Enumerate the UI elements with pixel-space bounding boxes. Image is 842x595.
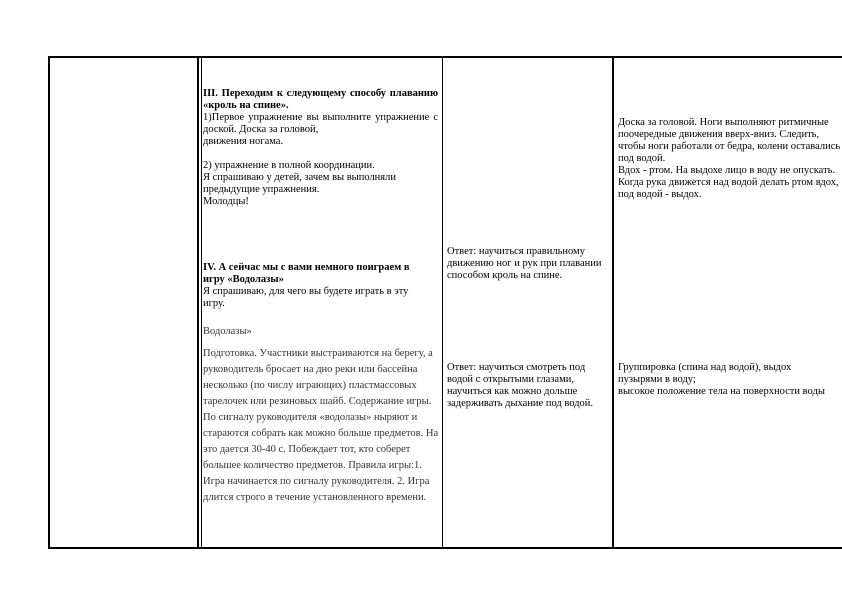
section4-question: Я спрашиваю, для чего вы будете играть в эту игру. [203,286,409,309]
table-top-border [48,56,842,58]
column-divider-1b [201,56,202,549]
instruction-notes: Доска за головой. Ноги выполняют ритмичные поочередные движения вверх-вниз. Следить, чтобы ноги работали от бедра, колени оставались под водой. Вдох - ртом. На выдохе лицо в воду не опускать. Когда рука движется над водой делать ртом вдох, под водой - выдох. [618,117,841,200]
student-answer-2: Ответ: научиться смотреть под водой с открытыми глазами, научиться как можно дольше задерживать дыхание под водой. [447,362,594,409]
exercise2-text: 2) упражнение в полной координации. Я спрашиваю у детей, зачем вы выполняли предыдущие упражнения. Молодцы! [203,160,396,207]
column-divider-2 [442,56,443,549]
table-bottom-border [48,547,842,549]
column-divider-3 [612,56,614,549]
exercise1-text: 1)Первое упражнение вы выполните упражнение с доской. Доска за головой, движения ногама. [203,112,438,147]
table-left-border [48,56,50,549]
section3-heading: III. Переходим к следующему способу плаванию «кроль на спине». [203,88,438,111]
game-description: Подготовка. Участники выстраиваются на берегу, а руководитель бросает на дно реки или бассейна несколько (по числу играющих) пластмассовых тарелочек или резиновых шайб. Содержание игры. По сигналу руководителя «водолазы» ныряют и стараются собрать как можно больше предметов. На это дается 30-40 с. Побеждает тот, кто соберет большее количество предметов. Правила игры:1. Игра начинается по сигналу руководителя. 2. Игра длится строго в течение установленного времени. [203,348,439,503]
section4-title: IV. А сейчас мы с вами немного поиграем в игру «Водолазы» [203,262,410,285]
column-divider-1 [197,56,199,549]
student-answer-1: Ответ: научиться правильному движению ног и рук при плавании способом кроль на спине. [447,246,602,281]
teacher-activity-column [203,88,438,208]
section4-block [203,262,431,310]
game-title: Водолазы» [203,326,252,337]
grouping-notes: Группировка (спина над водой), выдох пузырями в воду; высокое положение тела на поверхности воды [618,362,825,397]
